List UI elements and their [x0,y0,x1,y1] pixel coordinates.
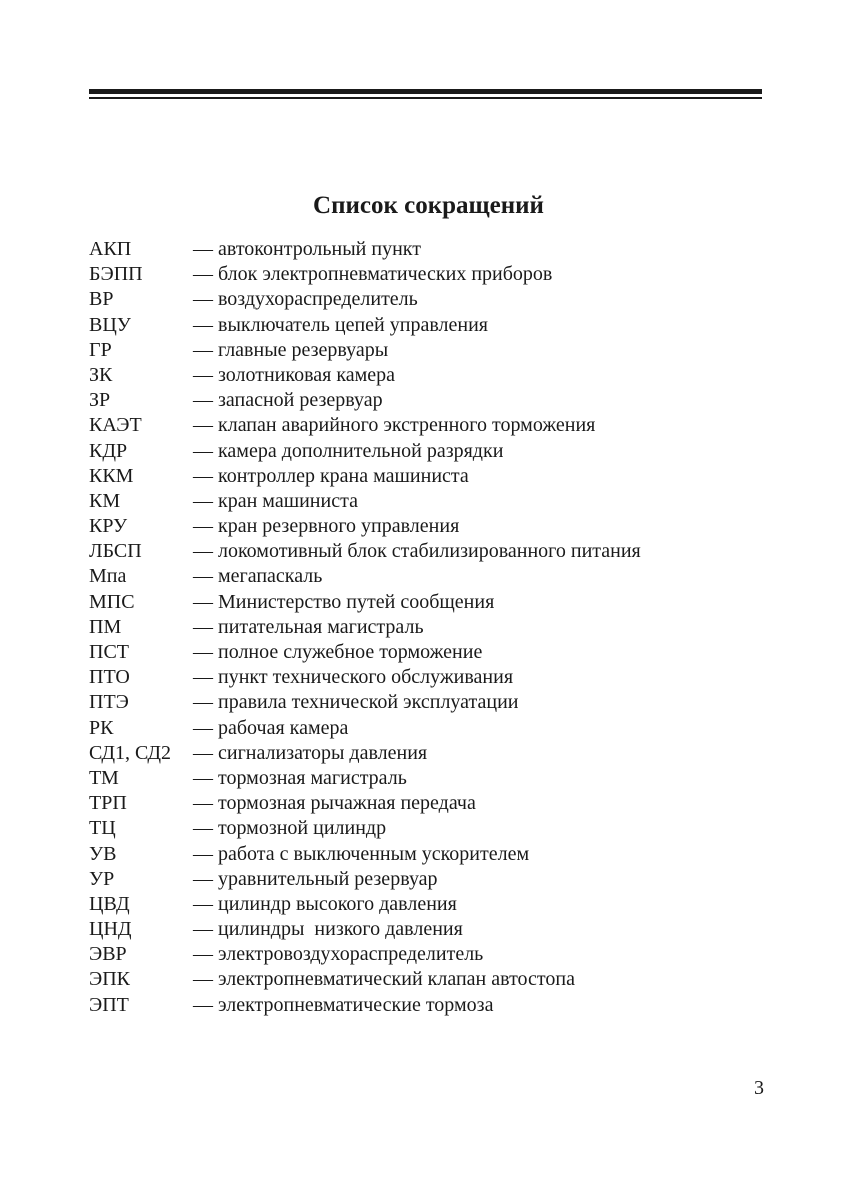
abbreviation-row [89,892,789,917]
abbreviation-definition: — тормозная рычажная передача [193,792,476,815]
abbreviation-row [89,741,789,766]
abbreviation-row [89,313,789,338]
abbreviation-term: КАЭТ [89,414,142,437]
abbreviation-row [89,388,789,413]
abbreviation-row [89,816,789,841]
abbreviation-term: Мпа [89,565,127,588]
abbreviation-row [89,237,789,262]
abbreviation-term: УР [89,867,115,890]
abbreviation-row [89,766,789,791]
abbreviation-definition: — электровоздухораспределитель [193,943,484,966]
abbreviation-definition: — автоконтрольный пункт [193,238,421,260]
abbreviation-definition: — воздухораспределитель [193,288,418,311]
abbreviation-term: ПМ [89,615,122,638]
page-title: Список сокращений [313,192,544,219]
abbreviation-definition: — главные резервуары [193,338,389,361]
abbreviation-term: ПСТ [89,641,129,663]
abbreviation-definition: — локомотивный блок стабилизированного питания [193,540,641,563]
abbreviation-term: ККМ [89,464,134,487]
abbreviation-definition: — выключатель цепей управления [193,313,488,336]
abbreviation-row [89,690,789,715]
abbreviation-term: КМ [89,489,121,512]
abbreviation-definition: — полное служебное торможение [193,641,483,663]
abbreviation-definition: — контроллер крана машиниста [193,464,469,487]
abbreviation-row [89,363,789,388]
abbreviation-definition: — работа с выключенным ускорителем [193,842,530,865]
abbreviation-definition: — клапан аварийного экстренного торможения [193,414,596,437]
abbreviation-row [89,514,789,539]
abbreviation-row [89,338,789,363]
abbreviation-row [89,539,789,564]
abbreviation-row [89,665,789,690]
abbreviation-row [89,489,789,514]
abbreviation-term: БЭПП [89,263,143,286]
abbreviation-term: ПТО [89,666,130,689]
abbreviation-term: ТЦ [89,817,116,840]
abbreviation-list [89,237,789,1018]
abbreviation-definition: — тормозная магистраль [193,766,407,789]
abbreviation-term: ЛБСП [89,540,142,563]
page-number: 3 [754,1077,764,1099]
abbreviation-term: ГР [89,338,112,361]
abbreviation-row [89,842,789,867]
abbreviation-term: ТМ [89,766,119,789]
abbreviation-row [89,791,789,816]
abbreviation-definition: — блок электропневматических приборов [193,263,553,286]
abbreviation-term: ЭВР [89,943,127,966]
abbreviation-row [89,917,789,942]
abbreviation-term: ТРП [89,792,127,815]
abbreviation-row [89,262,789,287]
header-rule-thick [89,89,762,94]
abbreviation-definition: — питательная магистраль [193,615,424,638]
abbreviation-definition: — цилиндр высокого давления [193,892,457,915]
abbreviation-definition: — мегапаскаль [193,565,323,588]
abbreviation-row [89,993,789,1018]
abbreviation-definition: — запасной резервуар [193,389,383,412]
abbreviation-row [89,464,789,489]
abbreviation-term: ЭПТ [89,993,129,1016]
abbreviation-term: КДР [89,439,128,462]
abbreviation-row [89,867,789,892]
abbreviation-term: СД1, СД2 [89,741,171,764]
abbreviation-term: ВЦУ [89,313,131,336]
abbreviation-term: ЭПК [89,968,130,991]
abbreviation-term: КРУ [89,515,128,538]
abbreviation-definition: — золотниковая камера [193,363,396,386]
abbreviation-definition: — камера дополнительной разрядки [193,439,504,462]
abbreviation-row [89,413,789,438]
abbreviation-term: ЗР [89,389,111,412]
abbreviation-definition: — тормозной цилиндр [193,817,387,840]
abbreviation-definition: — уравнительный резервуар [193,867,438,890]
abbreviation-row [89,716,789,741]
abbreviation-term: ВР [89,288,114,311]
abbreviation-term: ЦВД [89,892,130,915]
abbreviation-definition: — кран резервного управления [193,515,460,538]
abbreviation-term: УВ [89,842,117,865]
abbreviation-row [89,287,789,312]
abbreviation-definition: — Министерство путей сообщения [193,590,495,613]
abbreviation-row [89,967,789,992]
abbreviation-term: АКП [89,238,132,260]
abbreviation-term: МПС [89,590,135,613]
abbreviation-definition: — правила технической эксплуатации [193,691,519,714]
abbreviation-definition: — цилиндры низкого давления [193,918,463,941]
abbreviation-row [89,942,789,967]
abbreviation-definition: — сигнализаторы давления [193,741,428,764]
abbreviation-term: ЗК [89,363,113,386]
abbreviation-definition: — электропневматический клапан автостопа [193,968,575,991]
abbreviation-row [89,564,789,589]
abbreviation-term: ЦНД [89,918,132,941]
abbreviation-definition: — электропневматические тормоза [193,993,494,1016]
abbreviation-row [89,439,789,464]
abbreviation-term: ПТЭ [89,691,129,714]
header-rule-thin [89,97,762,99]
abbreviation-definition: — рабочая камера [193,716,349,739]
abbreviation-row [89,590,789,615]
abbreviation-row [89,640,789,665]
abbreviation-row [89,615,789,640]
abbreviation-definition: — пункт технического обслуживания [193,666,514,689]
abbreviation-definition: — кран машиниста [193,489,358,512]
abbreviation-term: РК [89,716,114,739]
